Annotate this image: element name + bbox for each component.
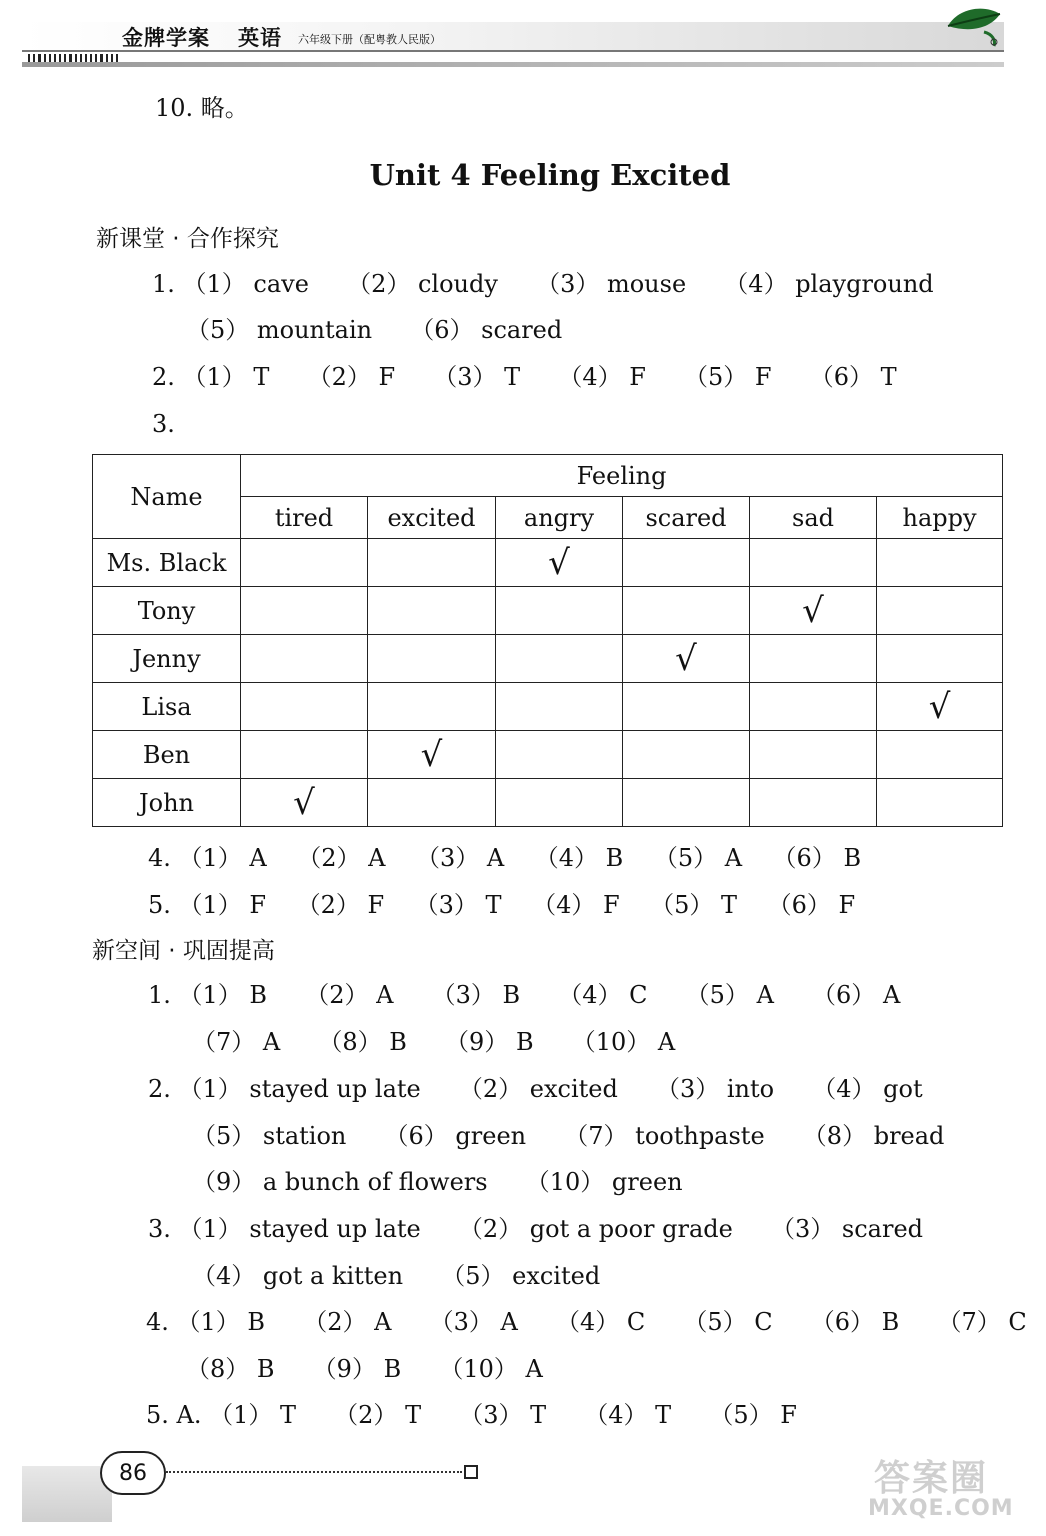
check-mark-icon: √	[802, 590, 824, 631]
page-header	[0, 0, 1046, 75]
leaf-icon	[944, 4, 1004, 48]
answer-line: 2. （1） T （2） F （3） T （4） F （5） F （6） T	[152, 363, 897, 391]
feelings-table	[92, 454, 1003, 827]
unit-title: Unit 4 Feeling Excited	[369, 158, 731, 192]
table-row	[93, 779, 1003, 827]
answer-line: （4） got a kitten （5） excited	[192, 1262, 601, 1290]
check-mark-icon: √	[928, 686, 951, 727]
column-header: excited	[368, 497, 496, 539]
feeling-cell	[368, 635, 496, 683]
answer-line: 4. （1） B （2） A （3） A （4） C （5） C （6） B （7） C	[146, 1308, 1027, 1336]
feeling-cell	[623, 635, 750, 683]
table-row	[93, 731, 1003, 779]
feeling-cell	[496, 539, 623, 587]
name-header: Name	[93, 455, 241, 539]
feeling-cell	[750, 635, 877, 683]
feeling-cell	[877, 635, 1003, 683]
answer-line: （7） A （8） B （9） B （10） A	[192, 1028, 676, 1056]
feeling-cell	[877, 539, 1003, 587]
section-title-cooperative: 新课堂 · 合作探究	[96, 226, 279, 252]
feeling-cell	[368, 683, 496, 731]
feeling-cell	[368, 731, 496, 779]
answer-line: 5. （1） F （2） F （3） T （4） F （5） T （6） F	[148, 891, 856, 919]
row-name: Lisa	[93, 683, 241, 731]
answer-line: 5. A. （1） T （2） T （3） T （4） T （5） F	[146, 1401, 797, 1429]
feeling-cell	[750, 683, 877, 731]
row-name: Ben	[93, 731, 241, 779]
answer-line: （8） B （9） B （10） A	[186, 1355, 543, 1383]
book-title: 金牌学案	[122, 25, 210, 50]
column-header: tired	[241, 497, 368, 539]
feeling-cell	[368, 779, 496, 827]
feeling-cell	[496, 635, 623, 683]
footer-square-icon	[464, 1465, 478, 1479]
check-mark-icon: √	[420, 734, 443, 775]
feeling-cell	[623, 539, 750, 587]
feeling-cell	[750, 539, 877, 587]
feeling-cell	[496, 731, 623, 779]
answer-line: 1. （1） cave （2） cloudy （3） mouse （4） playground	[152, 270, 934, 298]
answer-line: （9） a bunch of flowers （10） green	[192, 1168, 683, 1196]
header-divider	[22, 62, 1004, 67]
answer-line: 2. （1） stayed up late （2） excited （3） into （4） got	[148, 1075, 923, 1103]
feeling-cell	[241, 635, 368, 683]
feeling-cell	[877, 779, 1003, 827]
row-name: Jenny	[93, 635, 241, 683]
answer-line: 4. （1） A （2） A （3） A （4） B （5） A （6） B	[148, 844, 862, 872]
page-number: 86	[100, 1451, 166, 1495]
section-title-consolidate: 新空间 · 巩固提高	[92, 938, 275, 964]
feeling-cell	[623, 587, 750, 635]
table-row	[93, 587, 1003, 635]
table-row	[93, 635, 1003, 683]
feeling-header: Feeling	[241, 455, 1003, 497]
answer-line: （5） mountain （6） scared	[186, 316, 563, 344]
feeling-cell	[496, 683, 623, 731]
feeling-cell	[750, 779, 877, 827]
grade-edition-label: 六年级下册（配粤教人民版）	[298, 33, 441, 46]
feeling-cell	[623, 683, 750, 731]
feeling-cell	[241, 539, 368, 587]
watermark	[868, 1450, 1028, 1526]
column-header: scared	[623, 497, 750, 539]
feeling-cell	[750, 587, 877, 635]
feeling-cell	[877, 587, 1003, 635]
feeling-cell	[368, 539, 496, 587]
column-header: happy	[877, 497, 1003, 539]
row-name: John	[93, 779, 241, 827]
table-row	[93, 539, 1003, 587]
table-row	[93, 683, 1003, 731]
feeling-cell	[750, 731, 877, 779]
feeling-cell	[241, 587, 368, 635]
check-mark-icon: √	[293, 782, 315, 823]
column-header: angry	[496, 497, 623, 539]
answer-line: （5） station （6） green （7） toothpaste （8） bread	[192, 1122, 945, 1150]
footer-dotted-rule	[166, 1471, 462, 1473]
answer-10: 10. 略。	[155, 94, 249, 122]
subject-label: 英语	[238, 25, 282, 50]
answer-line: 1. （1） B （2） A （3） B （4） C （5） A （6） A	[148, 981, 901, 1009]
feeling-cell	[241, 779, 368, 827]
watermark-url: MXQE.COM	[868, 1496, 1014, 1521]
feeling-cell	[241, 731, 368, 779]
feeling-cell	[877, 731, 1003, 779]
answer-line: 3.	[152, 410, 175, 438]
row-name: Ms. Black	[93, 539, 241, 587]
feeling-cell	[623, 779, 750, 827]
answer-line: 3. （1） stayed up late （2） got a poor grade （3） scared	[148, 1215, 924, 1243]
footer-band	[22, 1466, 112, 1522]
feeling-cell	[368, 587, 496, 635]
column-header: sad	[750, 497, 877, 539]
check-mark-icon: √	[675, 638, 697, 679]
check-mark-icon: √	[548, 542, 570, 583]
table-body	[93, 539, 1003, 827]
row-name: Tony	[93, 587, 241, 635]
feeling-cell	[877, 683, 1003, 731]
watermark-logo: 答案圈	[874, 1458, 989, 1499]
feeling-cell	[623, 731, 750, 779]
feeling-cell	[496, 779, 623, 827]
feeling-cell	[241, 683, 368, 731]
feeling-cell	[496, 587, 623, 635]
